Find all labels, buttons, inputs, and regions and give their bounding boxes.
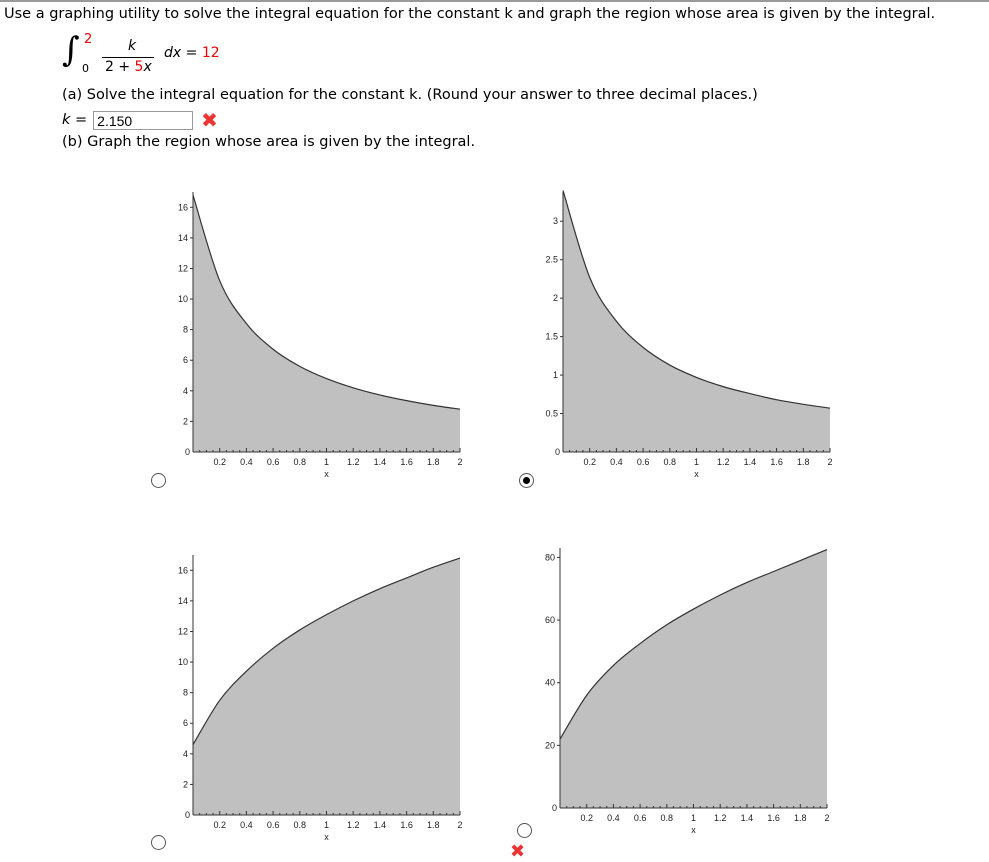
integral-equation — [60, 30, 260, 80]
den-b: 5 — [134, 59, 144, 75]
x-tick-label: 1.4 — [373, 457, 387, 467]
x-tick-label: 1 — [693, 457, 700, 467]
k-answer-row — [62, 108, 218, 132]
x-tick-label: 0.6 — [266, 457, 280, 467]
x-tick-label: 0.4 — [240, 820, 253, 830]
x-tick-label: 1.6 — [770, 457, 783, 467]
y-tick-label: 8 — [182, 324, 188, 335]
y-tick-label: 4 — [182, 385, 188, 396]
x-tick-label: 1.6 — [400, 457, 413, 467]
x-tick-label: 1.8 — [794, 813, 807, 823]
x-tick-label: 0.2 — [213, 820, 226, 830]
radio-option-2[interactable] — [519, 473, 534, 488]
x-tick-label: 1.4 — [740, 813, 754, 823]
y-tick-label: 8 — [182, 687, 188, 698]
upper-limit: 2 — [84, 32, 93, 47]
x-tick-label: 1.6 — [767, 813, 780, 823]
integral-sign-icon: ∫ — [62, 30, 80, 70]
y-tick-label: 16 — [177, 202, 188, 213]
y-tick-label: 2.5 — [545, 254, 558, 265]
x-tick-label: 1.8 — [427, 820, 440, 830]
graph-option-3 — [160, 548, 480, 853]
x-tick-label: 0.4 — [240, 457, 253, 467]
x-tick-label: 1.6 — [400, 820, 413, 830]
y-tick-label: 10 — [177, 657, 188, 668]
dx-rhs — [164, 45, 220, 61]
shaded-region — [193, 558, 460, 815]
x-tick-label: 1.4 — [743, 457, 757, 467]
shaded-region — [563, 190, 830, 452]
incorrect-icon-graph: ✖ — [510, 841, 526, 862]
x-tick-label: 1.8 — [427, 457, 440, 467]
incorrect-icon: ✖ — [201, 108, 218, 132]
y-tick-label: 4 — [182, 748, 188, 759]
y-tick-label: 12 — [177, 626, 188, 637]
x-tick-label: 1.8 — [797, 457, 810, 467]
y-tick-label: 20 — [544, 740, 555, 751]
x-tick-label: 2 — [824, 813, 830, 823]
y-tick-label: 16 — [177, 565, 188, 576]
shaded-region — [193, 195, 460, 452]
den-a: 2 + — [105, 59, 135, 75]
x-tick-label: 0.2 — [583, 457, 596, 467]
y-tick-label: 1 — [552, 370, 558, 381]
x-axis-label: x — [694, 469, 699, 479]
y-tick-label: 40 — [544, 677, 555, 688]
y-tick-label: 0 — [555, 447, 561, 457]
x-tick-label: 0.4 — [607, 813, 620, 823]
x-tick-label: 2 — [827, 457, 833, 467]
x-tick-label: 0.8 — [660, 813, 674, 823]
x-tick-label: 0.8 — [663, 457, 677, 467]
y-tick-label: 0.5 — [545, 408, 558, 419]
graph-option-4 — [527, 541, 847, 846]
x-tick-label: 1.2 — [346, 457, 360, 467]
part-a-text: (a) Solve the integral equation for the constant k. (Round your answer to three decimal places.) — [62, 87, 758, 103]
y-tick-label: 12 — [177, 263, 188, 274]
y-tick-label: 14 — [177, 232, 188, 243]
x-tick-label: 0.2 — [213, 457, 226, 467]
radio-option-1[interactable] — [151, 473, 166, 488]
y-tick-label: 1.5 — [545, 331, 558, 342]
k-label: k = — [62, 112, 88, 128]
x-tick-label: 1.2 — [346, 820, 360, 830]
y-tick-label: 6 — [182, 355, 188, 366]
radio-option-4[interactable] — [517, 823, 532, 838]
x-tick-label: 1 — [690, 813, 697, 823]
x-tick-label: 1.2 — [713, 813, 727, 823]
graph-option-1 — [160, 185, 480, 490]
radio-option-3[interactable] — [151, 835, 166, 850]
y-tick-label: 60 — [544, 615, 555, 626]
y-tick-label: 0 — [552, 803, 558, 813]
x-tick-label: 0.6 — [633, 813, 647, 823]
x-tick-label: 1.4 — [373, 820, 387, 830]
x-tick-label: 2 — [457, 457, 463, 467]
x-axis-label: x — [324, 469, 329, 479]
x-tick-label: 0.6 — [266, 820, 280, 830]
y-tick-label: 80 — [544, 552, 555, 563]
y-tick-label: 3 — [552, 216, 558, 227]
x-tick-label: 0.8 — [293, 457, 307, 467]
x-tick-label: 0.6 — [636, 457, 650, 467]
y-tick-label: 2 — [182, 416, 188, 427]
top-divider — [0, 0, 989, 2]
x-tick-label: 0.2 — [580, 813, 593, 823]
denominator — [105, 59, 152, 75]
den-c: x — [143, 59, 152, 75]
y-tick-label: 0 — [185, 447, 191, 457]
fraction-bar — [102, 57, 154, 58]
x-tick-label: 1 — [323, 820, 330, 830]
dx: dx = — [164, 45, 202, 61]
x-axis-label: x — [324, 832, 329, 842]
x-tick-label: 1.2 — [716, 457, 730, 467]
y-tick-label: 2 — [552, 293, 558, 304]
graph-option-2 — [530, 185, 850, 490]
question-text: Use a graphing utility to solve the integral equation for the constant k and graph the region whose area is given by the integral. — [4, 6, 936, 22]
x-tick-label: 1 — [323, 457, 330, 467]
y-tick-label: 2 — [182, 779, 188, 790]
y-tick-label: 14 — [177, 595, 188, 606]
y-tick-label: 6 — [182, 718, 188, 729]
rhs-value: 12 — [201, 45, 220, 61]
x-axis-label: x — [691, 825, 696, 835]
x-tick-label: 0.8 — [293, 820, 307, 830]
lower-limit: 0 — [82, 62, 89, 75]
x-tick-label: 2 — [457, 820, 463, 830]
numerator: k — [128, 38, 137, 54]
part-b-text: (b) Graph the region whose area is given by the integral. — [62, 134, 476, 150]
y-tick-label: 10 — [177, 294, 188, 305]
x-tick-label: 0.4 — [610, 457, 623, 467]
k-input[interactable]: 2.150 — [93, 111, 193, 130]
y-tick-label: 0 — [185, 810, 191, 820]
